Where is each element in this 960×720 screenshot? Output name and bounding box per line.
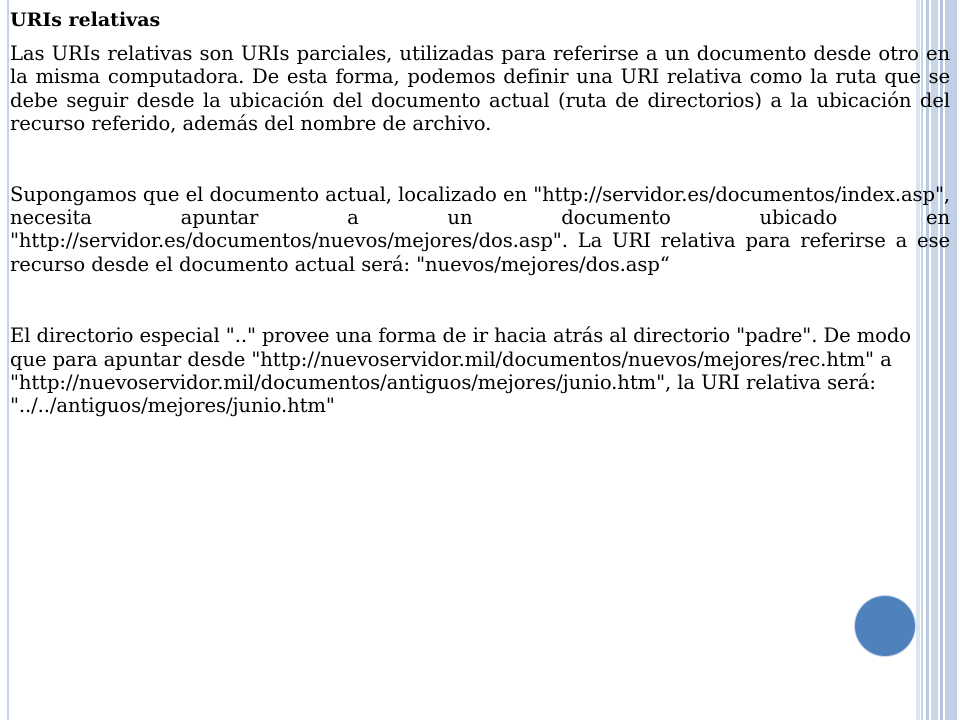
slide-content — [10, 8, 950, 418]
slide-title: URIs relativas — [10, 9, 161, 31]
paragraph-definition: Las URIs relativas son URIs parciales, utilizadas para referirse a un documento desde otro en la misma computadora. De esta forma, podemos definir una URI relativa como la ruta que se debe seguir desde la ubicación del documento actual (ruta de directorios) a la ubicación del recurso referido, además del nombre de archivo. — [10, 42, 950, 136]
paragraph-example: Supongamos que el documento actual, localizado en "http://servidor.es/documentos/index.asp", necesita apuntar a un documento ubicado en "http://servidor.es/documentos/nuevos/mejores/dos.asp". La URI relativa para referirse a ese recurso desde el documento actual será: "nuevos/mejores/dos.asp“ — [10, 182, 950, 276]
decorative-circle — [855, 596, 915, 656]
left-border-line — [7, 0, 9, 720]
paragraph-parent-directory: El directorio especial ".." provee una forma de ir hacia atrás al directorio "padre". De modo que para apuntar desde "http://nuevoservidor.mil/documentos/nuevos/mejores/rec.htm" a "http://nuevoservidor.mil/documentos/antiguos/mejores/junio.htm", la URI relativa será: "../../antiguos/mejores/junio.htm" — [10, 324, 912, 418]
